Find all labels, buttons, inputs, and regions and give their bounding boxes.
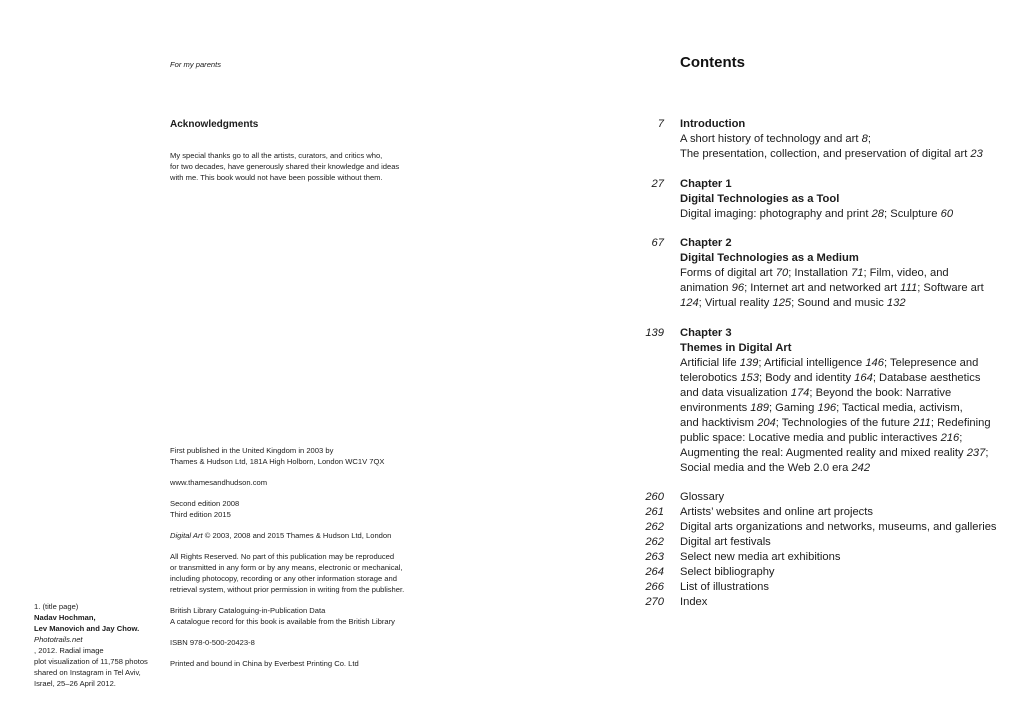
toc-backmatter-label: Artists’ websites and online art projects <box>680 506 873 518</box>
toc-text: ; Installation <box>788 267 852 279</box>
toc-text: Forms of digital art <box>680 267 776 279</box>
toc-text: ; Virtual reality <box>698 297 773 309</box>
acknowledgments-line: with me. This book would not have been possible without them. <box>170 173 383 182</box>
toc-text: ; Sound and music <box>791 297 887 309</box>
caption-line <box>34 601 156 623</box>
toc-subpage: 96 <box>731 282 745 294</box>
contents-title: Contents <box>680 54 745 71</box>
toc-backmatter-label: Digital arts organizations and networks, museums, and galleries <box>680 521 997 533</box>
dedication: For my parents <box>170 60 222 69</box>
toc-text: ; Telepresence and <box>883 356 979 369</box>
toc-subpage: 124 <box>680 297 699 309</box>
toc-subentry-line <box>680 401 1000 416</box>
toc-subentry-line <box>680 371 1000 386</box>
toc-entry-chapter-3 <box>600 326 1000 476</box>
toc-backmatter-label: Select bibliography <box>680 566 775 578</box>
toc-subentry-line <box>680 416 1000 431</box>
cip-line: British Library Cataloguing-in-Publication Data <box>170 606 326 615</box>
toc-subpage: 71 <box>851 267 864 279</box>
acknowledgments-line: My special thanks go to all the artists, curators, and critics who, <box>170 151 383 160</box>
toc-text: ; Software art <box>917 282 984 294</box>
toc-chapter-number: Chapter 3 <box>680 326 732 339</box>
toc-subentry-line <box>680 207 1000 222</box>
toc-subpage: 23 <box>970 148 983 160</box>
toc-chapter-number: Chapter 1 <box>680 177 732 190</box>
toc-page-number: 139 <box>645 326 664 339</box>
rights-line: retrieval system, without prior permission in writing from the publisher. <box>170 585 405 594</box>
toc-subentry-line <box>680 296 1000 311</box>
toc-page-number: 264 <box>645 566 664 578</box>
printed-line: Printed and bound in China by Everbest Printing Co. Ltd <box>170 659 359 668</box>
rights-line: All Rights Reserved. No part of this publication may be reproduced <box>170 552 395 561</box>
toc-text: environments <box>680 401 751 414</box>
toc-subpage: 174 <box>790 386 810 399</box>
rights-line: or transmitted in any form or by any means, electronic or mechanical, <box>170 563 403 572</box>
toc-text: A short history of technology and art <box>680 133 862 145</box>
toc-text: Social media and the Web 2.0 era <box>680 461 852 474</box>
toc-subentry-line <box>680 356 1000 371</box>
toc-entry-chapter-1 <box>600 177 1000 222</box>
toc-text: Digital imaging: photography and print <box>680 207 872 220</box>
toc-text: ; Redefining <box>930 416 991 429</box>
toc-subentry-line <box>680 446 1000 461</box>
toc-subpage: 189 <box>750 401 769 414</box>
toc-text: ; Tactical media, activism, <box>836 401 963 414</box>
caption-authors: Lev Manovich and Jay Chow. <box>34 624 140 633</box>
toc-entry-introduction <box>600 117 1000 162</box>
toc-page-number: 261 <box>645 506 664 518</box>
toc-page-number: 263 <box>645 551 664 563</box>
toc-text: telerobotics <box>680 371 741 384</box>
toc-subentry-line <box>680 461 1000 476</box>
toc-subentry-line <box>680 266 1000 281</box>
toc-backmatter-item <box>600 565 1000 580</box>
toc-subpage: 211 <box>913 416 931 429</box>
toc-subpage: 237 <box>966 446 986 459</box>
caption-line: Israel, 25–26 April 2012. <box>34 679 116 688</box>
toc-text: and data visualization <box>680 386 791 399</box>
toc-subpage: 132 <box>886 297 906 309</box>
toc-subpage: 125 <box>772 297 792 309</box>
caption-text: , 2012. Radial image <box>34 646 104 655</box>
toc-subpage: 8 <box>861 133 868 145</box>
toc-subpage: 70 <box>775 267 789 279</box>
first-published-line: First published in the United Kingdom in 2003 by <box>170 446 334 455</box>
rights-line: including photocopy, recording or any other information storage and <box>170 574 397 583</box>
toc-backmatter-item <box>600 550 1000 565</box>
toc-subentry-line <box>680 281 1000 296</box>
table-of-contents <box>600 117 1000 610</box>
second-edition-line: Second edition 2008 <box>170 499 240 508</box>
toc-page-number: 266 <box>645 581 664 593</box>
toc-text: ; Database aesthetics <box>872 371 981 384</box>
toc-text: ; <box>959 431 963 444</box>
toc-subentry-line <box>680 386 1000 401</box>
toc-subentry-line <box>680 147 1000 162</box>
toc-text: ; Technologies of the future <box>775 416 914 429</box>
publisher-website: www.thamesandhudson.com <box>170 478 268 487</box>
toc-page-number: 270 <box>645 596 664 608</box>
imprint-block <box>170 445 430 679</box>
toc-backmatter-item <box>600 595 1000 610</box>
toc-chapter-title: Digital Technologies as a Tool <box>680 192 840 205</box>
toc-text: animation <box>680 282 732 294</box>
toc-page-number: 7 <box>657 118 664 130</box>
toc-subpage: 28 <box>871 207 885 220</box>
acknowledgments-text <box>170 150 410 183</box>
toc-text: Augmenting the real: Augmented reality and mixed reality <box>680 446 967 459</box>
third-edition-line: Third edition 2015 <box>170 510 231 519</box>
toc-subentry-line <box>680 132 1000 147</box>
toc-subpage: 139 <box>739 356 759 369</box>
toc-backmatter-label: Digital art festivals <box>680 536 771 548</box>
toc-subpage: 204 <box>757 416 776 429</box>
isbn-line: ISBN 978-0-500-20423-8 <box>170 638 255 647</box>
caption-line <box>34 634 156 656</box>
copyright-book-title: Digital Art <box>170 531 203 540</box>
toc-chapter-number: Chapter 2 <box>680 237 732 249</box>
toc-subpage: 242 <box>851 461 871 474</box>
toc-text: Artificial life <box>680 356 740 369</box>
toc-heading: Introduction <box>680 118 746 130</box>
caption-authors: Nadav Hochman, <box>34 613 96 622</box>
toc-text: ; Beyond the book: Narrative <box>809 386 952 399</box>
toc-text: ; Gaming <box>768 401 818 414</box>
caption-line: shared on Instagram in Tel Aviv, <box>34 668 141 677</box>
toc-text: The presentation, collection, and preservation of digital art <box>680 148 971 160</box>
toc-backmatter-label: Select new media art exhibitions <box>680 551 841 563</box>
toc-subpage: 111 <box>900 282 918 294</box>
acknowledgments-line: for two decades, have generously shared their knowledge and ideas <box>170 162 400 171</box>
caption-prefix: 1. (title page) <box>34 602 79 611</box>
toc-subpage: 216 <box>940 431 960 444</box>
toc-subpage: 164 <box>854 371 873 384</box>
toc-text: ; Body and identity <box>759 371 855 384</box>
toc-backmatter-label: Glossary <box>680 491 725 503</box>
copyright-line <box>170 530 430 541</box>
toc-text: ; <box>867 133 871 145</box>
toc-page-number: 67 <box>651 237 664 249</box>
toc-backmatter-item <box>600 490 1000 505</box>
toc-subpage: 196 <box>817 401 837 414</box>
toc-backmatter-label: List of illustrations <box>680 581 769 593</box>
toc-page-number: 262 <box>645 521 664 533</box>
toc-text: and hacktivism <box>680 416 758 429</box>
toc-page-number: 260 <box>645 491 664 503</box>
toc-backmatter-item <box>600 505 1000 520</box>
cip-line: A catalogue record for this book is available from the British Library <box>170 617 395 626</box>
toc-chapter-title: Themes in Digital Art <box>680 341 792 354</box>
toc-subpage: 60 <box>940 207 954 220</box>
caption-work-title: Phototrails.net <box>34 635 83 644</box>
toc-subentry-line <box>680 431 1000 446</box>
toc-text: ; Artificial intelligence <box>758 356 866 369</box>
acknowledgments-heading: Acknowledgments <box>170 119 259 130</box>
toc-text: ; Internet art and networked art <box>744 282 901 294</box>
copyright-text: © 2003, 2008 and 2015 Thames & Hudson Ltd, London <box>202 531 392 540</box>
toc-entry-chapter-2 <box>600 236 1000 311</box>
toc-backmatter-item <box>600 535 1000 550</box>
toc-backmatter-item <box>600 580 1000 595</box>
toc-text: ; <box>985 446 989 459</box>
illustration-caption <box>34 601 156 689</box>
toc-subpage: 146 <box>865 356 884 369</box>
toc-text: ; Film, video, and <box>863 267 949 279</box>
toc-backmatter-label: Index <box>680 596 708 608</box>
toc-subpage: 153 <box>740 371 759 384</box>
caption-line: plot visualization of 11,758 photos <box>34 657 148 666</box>
toc-backmatter-item <box>600 520 1000 535</box>
toc-text: ; Sculpture <box>884 207 941 220</box>
toc-chapter-title: Digital Technologies as a Medium <box>680 252 859 264</box>
toc-backmatter <box>600 490 1000 610</box>
toc-page-number: 262 <box>645 536 664 548</box>
toc-page-number: 27 <box>651 177 664 190</box>
toc-text: public space: Locative media and public interactives <box>680 431 941 444</box>
publisher-address-line: Thames & Hudson Ltd, 181A High Holborn, London WC1V 7QX <box>170 457 385 466</box>
